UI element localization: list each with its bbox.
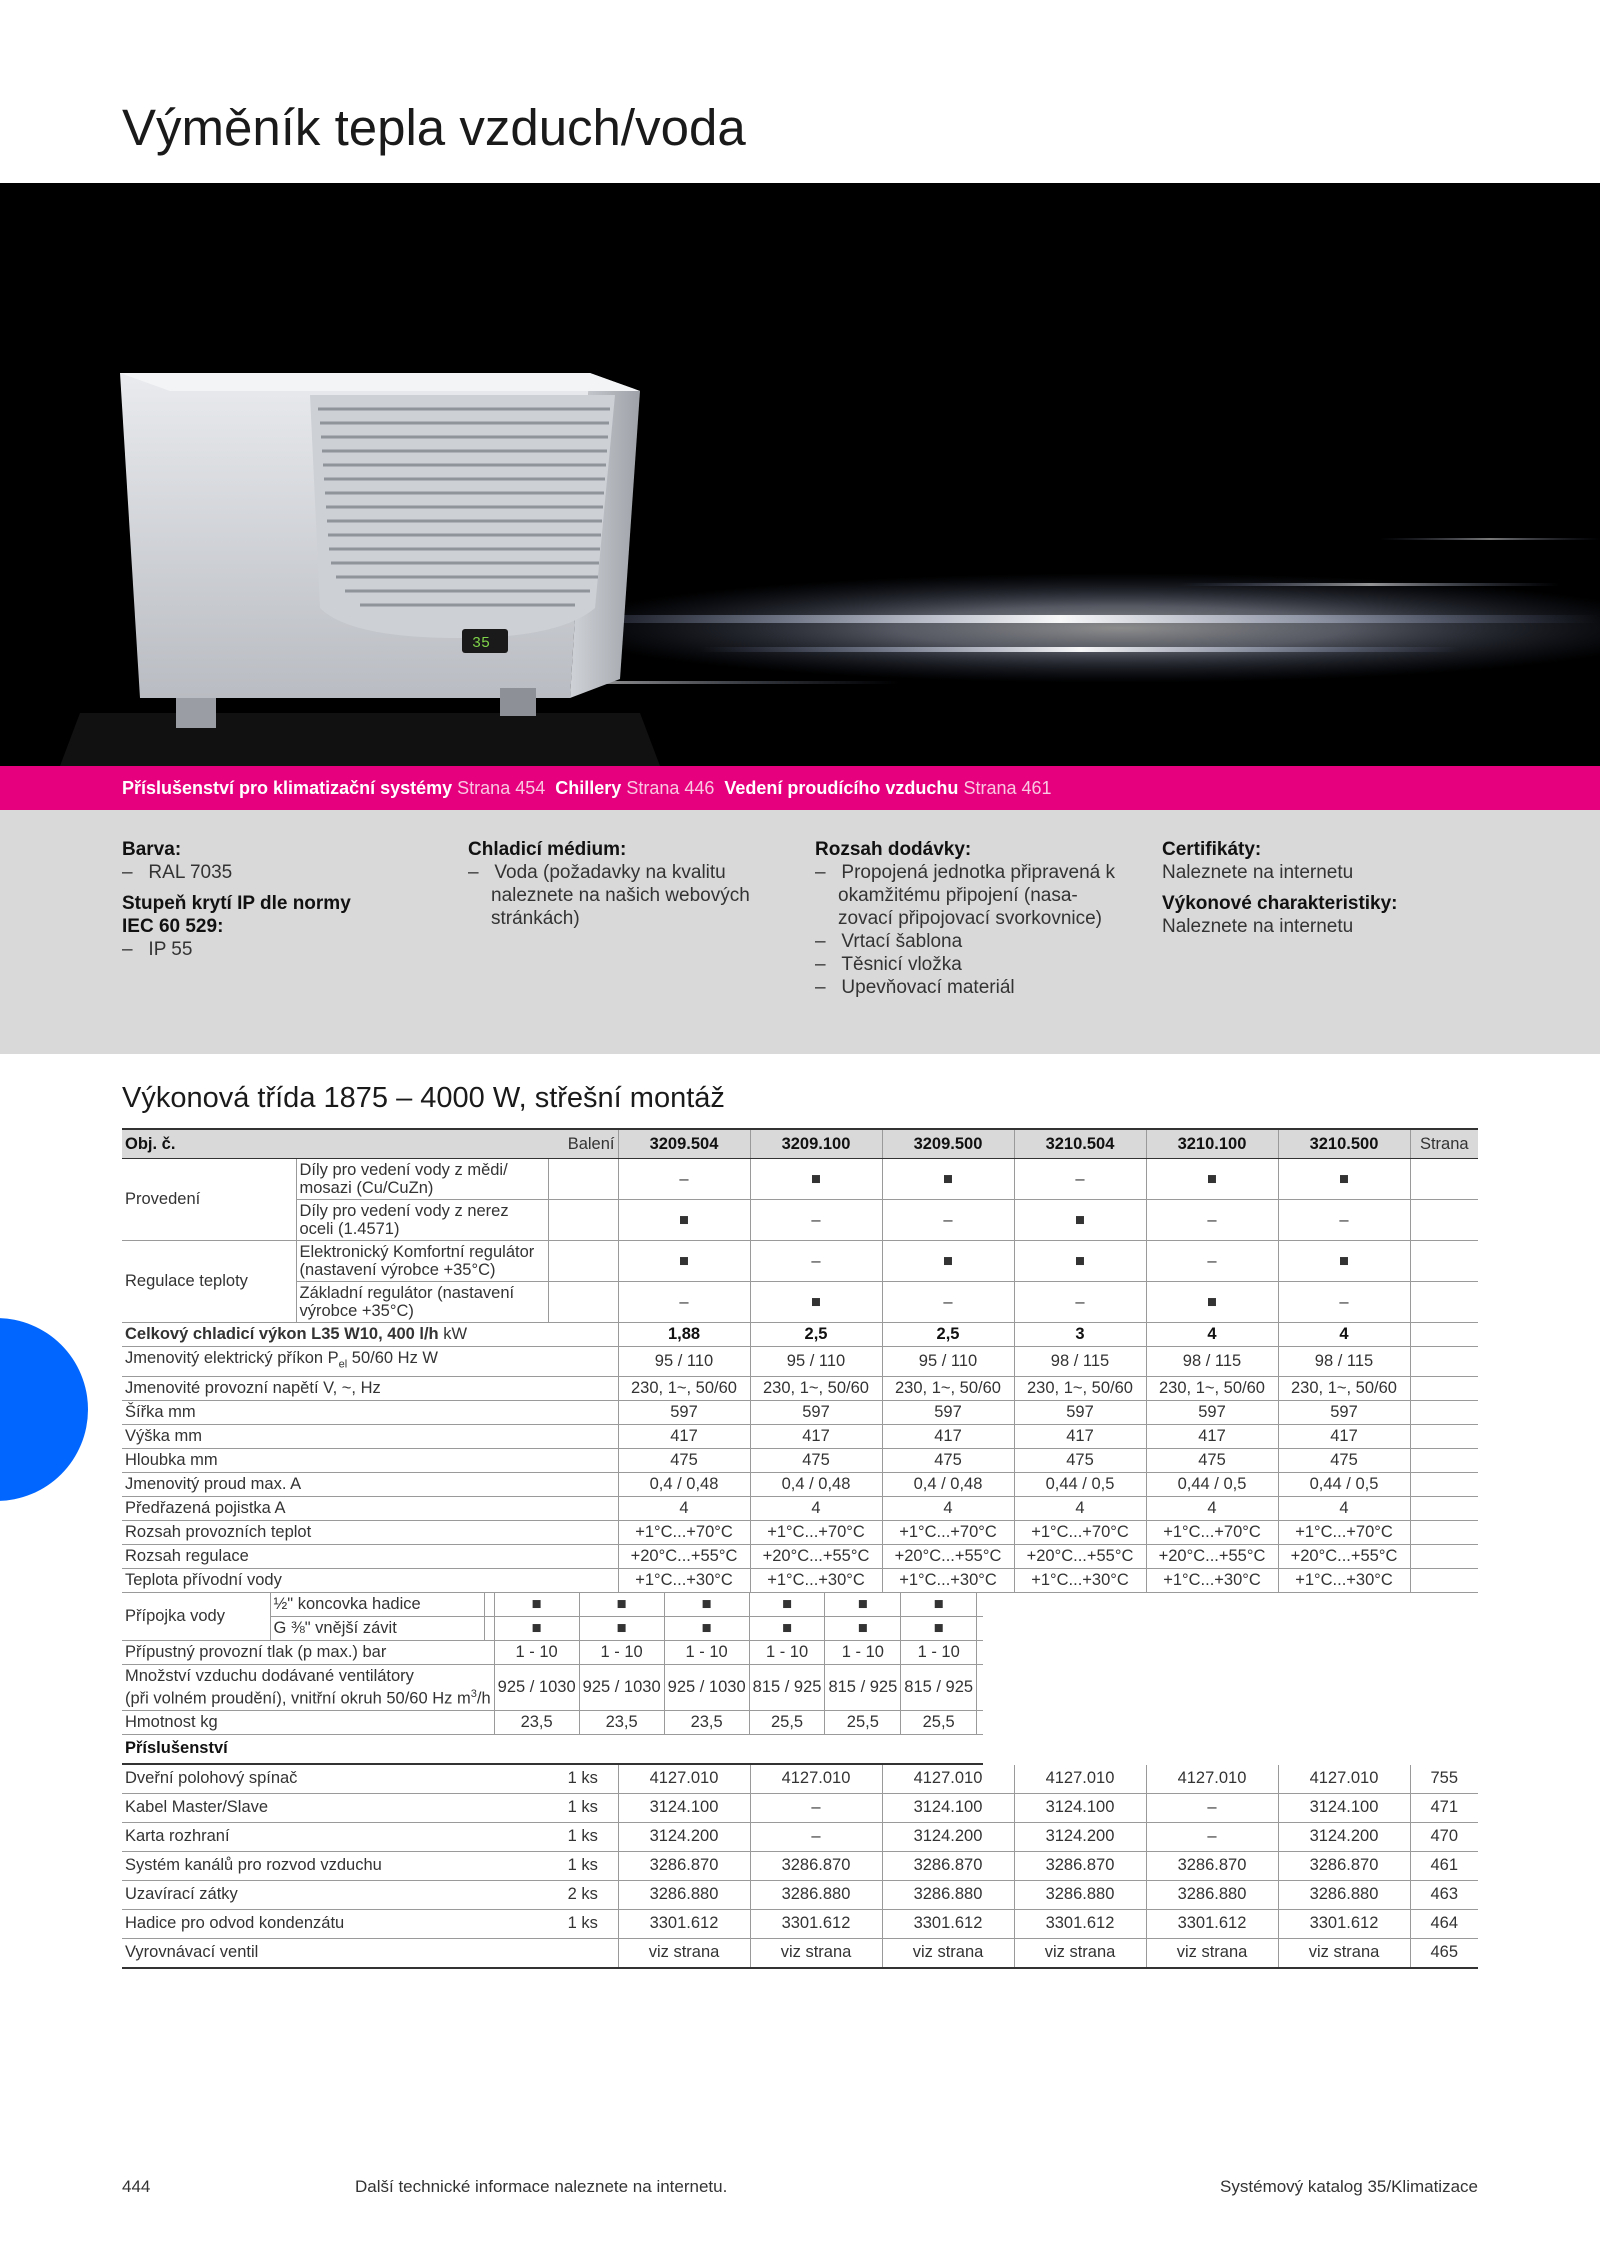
spec-color: Barva: – RAL 7035 Stupeň krytí IP dle normy IEC 60 529: – IP 55 — [122, 839, 351, 960]
table-row: Množství vzduchu dodávané ventilátory (při volném proudění), vnitřní okruh 50/60 Hz $m^3/h$ 925 / 1030 925 / 1030 925 / 1030 815 / 925 815 / 925 815 / 925 — [122, 1665, 983, 1711]
table-row: Předřazená pojistka A 4 4 4 4 4 4 — [122, 1497, 1478, 1521]
spec-certificates: Certifikáty: Naleznete na internetu Výkonové charakteristiky: Naleznete na internetu — [1162, 839, 1398, 937]
product-hero-image — [0, 183, 1600, 766]
table-row: Výška mm 417 417 417 417 417 417 — [122, 1425, 1478, 1449]
footer-note: Další technické informace naleznete na internetu. — [355, 2177, 728, 2196]
cooling-unit-illustration — [0, 183, 1600, 766]
accessory-row: Hadice pro odvod kondenzátu 1 ks 3301.612 3301.612 3301.612 3301.612 3301.612 3301.612 464 — [122, 1909, 1478, 1938]
page-number: 444 — [122, 2177, 151, 2196]
table-row: Šířka mm 597 597 597 597 597 597 — [122, 1401, 1478, 1425]
svg-text:35: 35 — [472, 635, 491, 652]
table-row: Rozsah regulace +20°C...+55°C +20°C...+55°C +20°C...+55°C +20°C...+55°C +20°C...+55°C +20°C...+55°C — [122, 1545, 1478, 1569]
table-row: Provedení Díly pro vedení vody z mědi/ mosazi (Cu/CuZn) – ■ ■ – ■ ■ — [122, 1159, 1478, 1200]
blue-tab-marker — [0, 1318, 88, 1501]
table-row: Teplota přívodní vody +1°C...+30°C +1°C...+30°C +1°C...+30°C +1°C...+30°C +1°C...+30°C +1°C...+30°C — [122, 1569, 1478, 1593]
table-row: G ⅜" vnější závit ■ ■ ■ ■ ■ ■ — [122, 1617, 983, 1641]
section-title: Výkonová třída 1875 – 4000 W, střešní montáž — [122, 1082, 725, 1114]
table-row: Díly pro vedení vody z nerez oceli (1.4571) ■ – – ■ – – — [122, 1200, 1478, 1241]
table-row: Celkový chladicí výkon L35 W10, 400 l/h kW 1,88 2,5 2,5 3 4 4 — [122, 1323, 1478, 1347]
table-row: Jmenovitý elektrický příkon $P_{el}$ 50/60 Hz W 95 / 110 95 / 110 95 / 110 98 / 115 98 / 115 98 / 115 — [122, 1347, 1478, 1377]
link-airflow[interactable]: Vedení proudícího vzduchu — [724, 778, 959, 798]
table-row: Přípustný provozní tlak (p max.) bar 1 - 10 1 - 10 1 - 10 1 - 10 1 - 10 1 - 10 — [122, 1641, 983, 1665]
accessory-links-bar: Příslušenství pro klimatizační systémy Strana 454 Chillery Strana 446 Vedení proudícího vzduchu Strana 461 — [0, 766, 1600, 810]
link-chillers[interactable]: Chillery — [555, 778, 622, 798]
spec-delivery: Rozsah dodávky: – Propojená jednotka připravená k okamžitému připojení (nasa-zovací připojovací svorkovnice) – Vrtací šablona – Těsnicí vložka – Upevňovací materiál — [815, 839, 1115, 998]
table-row: Hloubka mm 475 475 475 475 475 475 — [122, 1449, 1478, 1473]
table-row: Základní regulátor (nastavení výrobce +35°C) – ■ – – ■ – — [122, 1282, 1478, 1323]
table-header-row: Obj. č. Balení 3209.504 3209.100 3209.500 3210.504 3210.100 3210.500 Strana — [122, 1129, 1478, 1159]
table-row: Rozsah provozních teplot +1°C...+70°C +1°C...+70°C +1°C...+70°C +1°C...+70°C +1°C...+70°C +1°C...+70°C — [122, 1521, 1478, 1545]
page-title: Výměník tepla vzduch/voda — [122, 99, 746, 156]
accessory-row: Kabel Master/Slave 1 ks 3124.100 – 3124.100 3124.100 – 3124.100 471 — [122, 1793, 1478, 1822]
spec-table — [122, 1128, 1478, 1969]
link-accessories[interactable]: Příslušenství pro klimatizační systémy — [122, 778, 453, 798]
accessory-row: Uzavírací zátky 2 ks 3286.880 3286.880 3286.880 3286.880 3286.880 3286.880 463 — [122, 1880, 1478, 1909]
accessories-header-row: Příslušenství — [122, 1734, 983, 1764]
accessory-row: Systém kanálů pro rozvod vzduchu 1 ks 3286.870 3286.870 3286.870 3286.870 3286.870 3286.870 461 — [122, 1851, 1478, 1880]
table-row: Jmenovitý proud max. A 0,4 / 0,48 0,4 / 0,48 0,4 / 0,48 0,44 / 0,5 0,44 / 0,5 0,44 / 0,5 — [122, 1473, 1478, 1497]
footer-catalog: Systémový katalog 35/Klimatizace — [1220, 2177, 1478, 2196]
accessory-row: Dveřní polohový spínač 1 ks 4127.010 4127.010 4127.010 4127.010 4127.010 4127.010 755 — [122, 1765, 1478, 1794]
accessory-row: Karta rozhraní 1 ks 3124.200 – 3124.200 3124.200 – 3124.200 470 — [122, 1822, 1478, 1851]
accessory-row: Vyrovnávací ventil viz strana viz strana viz strana viz strana viz strana viz strana 465 — [122, 1938, 1478, 1968]
table-row: Hmotnost kg 23,5 23,5 23,5 25,5 25,5 25,5 — [122, 1710, 983, 1734]
table-row: Regulace teploty Elektronický Komfortní regulátor (nastavení výrobce +35°C) ■ – ■ ■ – ■ — [122, 1241, 1478, 1282]
table-row: Jmenovité provozní napětí V, ~, Hz 230, 1~, 50/60 230, 1~, 50/60 230, 1~, 50/60 230, 1~, 50/60 230, 1~, 50/60 230, 1~, 50/60 — [122, 1377, 1478, 1401]
spec-medium: Chladicí médium: – Voda (požadavky na kvalitu naleznete na našich webových stránkách) — [468, 839, 750, 929]
table-row: Přípojka vody ½" koncovka hadice ■ ■ ■ ■ ■ ■ — [122, 1593, 983, 1617]
